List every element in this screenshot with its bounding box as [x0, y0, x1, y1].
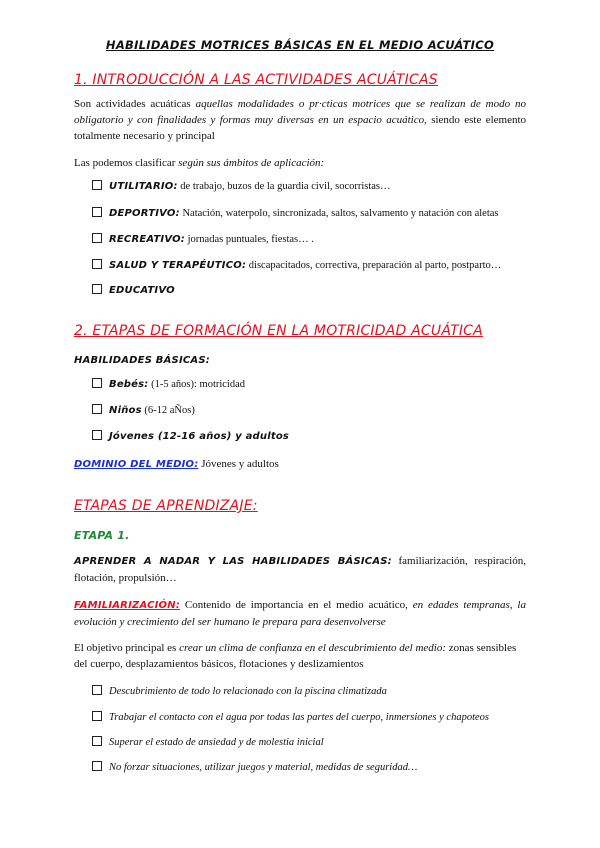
list-item-ninos: [92, 404, 195, 418]
checkbox-icon: [92, 233, 102, 243]
checkbox-icon: [92, 404, 102, 414]
section2-subheading: [74, 352, 526, 369]
item-text: Superar el estado de ansiedad y de molestia inicial: [109, 737, 324, 748]
checkbox-icon: [92, 284, 102, 294]
etapa-label: ETAPA 1.: [74, 529, 130, 542]
item-text: No forzar situaciones, utilizar juegos y material, medidas de seguridad…: [109, 762, 418, 773]
checkbox-icon: [92, 761, 102, 771]
list-item-deportivo: [92, 207, 499, 221]
item-label: Bebés:: [109, 379, 149, 390]
checkbox-icon: [92, 736, 102, 746]
dominio-label: DOMINIO DEL MEDIO:: [74, 459, 199, 470]
familiarizacion-paragraph: [74, 597, 526, 630]
item-label: UTILITARIO:: [109, 181, 178, 192]
item-label: RECREATIVO:: [109, 234, 185, 245]
objetivo-text-b: crear un clima de confianza en el descubrimiento del medio:: [179, 642, 446, 654]
list-item-ansiedad: [92, 736, 324, 750]
checkbox-icon: [92, 207, 102, 217]
objetivo-text-a: El objetivo principal es: [74, 642, 180, 654]
objetivo-text-c: zonas sensibles del cuerpo, desplazamientos básicos, flotaciones y deslizamientos: [74, 642, 517, 670]
aprender-label: APRENDER A NADAR Y LAS HABILIDADES BÁSICAS:: [74, 556, 392, 567]
checkbox-icon: [92, 685, 102, 695]
item-text: (1-5 años): motricidad: [148, 379, 246, 390]
item-label: Jóvenes (12-16 años) y adultos: [109, 431, 290, 442]
list-item-bebes: [92, 378, 245, 392]
etapa-heading: [74, 528, 526, 544]
intro-text-a: Son actividades acuáticas: [74, 98, 196, 110]
checkbox-icon: [92, 711, 102, 721]
intro-text-b: aquellas modalidades o pr·cticas motrices que se realizan de modo no obligatorio y con finalidades y formas muy diversas en un espacio acuático,: [74, 98, 526, 126]
item-text: (6-12 aÑos): [141, 405, 195, 416]
checkbox-icon: [92, 378, 102, 388]
item-label: Niños: [109, 405, 142, 416]
list-item-no-forzar: [92, 761, 417, 775]
list-item-descubrimiento: [92, 685, 387, 699]
checkbox-icon: [92, 259, 102, 269]
item-text: discapacitados, correctiva, preparación al parto, postparto…: [246, 260, 502, 271]
list-item-educativo: [92, 284, 175, 298]
list-item-utilitario: [92, 180, 391, 194]
section1-heading: 1. INTRODUCCIÓN A LAS ACTIVIDADES ACUÁTICAS: [74, 72, 438, 88]
checkbox-icon: [92, 430, 102, 440]
item-text: de trabajo, buzos de la guardia civil, socorristas…: [177, 181, 391, 192]
aprender-paragraph: [74, 553, 526, 586]
objetivo-paragraph: [74, 640, 526, 672]
list-item-recreativo: [92, 233, 314, 247]
familiarizacion-label: FAMILIARIZACIÓN:: [74, 600, 181, 611]
classify-text-a: Las podemos clasificar: [74, 157, 179, 169]
aprender-text: familiarización, respiración, flotación, propulsión…: [74, 555, 526, 584]
familiarizacion-text-b: en edades tempranas, la evolución y crecimiento del ser humano le prepara para desenvolverse: [74, 599, 526, 628]
list-item-jovenes: [92, 430, 289, 444]
list-item-salud: [92, 259, 501, 273]
item-label: SALUD Y TERAPÉUTICO:: [109, 260, 247, 271]
habilidades-basicas-label: HABILIDADES BÁSICAS:: [74, 355, 210, 366]
item-text: jornadas puntuales, fiestas… .: [185, 234, 314, 245]
section2-heading: 2. ETAPAS DE FORMACIÓN EN LA MOTRICIDAD ACUÁTICA: [74, 323, 483, 339]
classify-text-b: según sus ámbitos de aplicación:: [178, 157, 325, 169]
item-label: EDUCATIVO: [109, 285, 175, 296]
item-text: Trabajar el contacto con el agua por todas las partes del cuerpo, inmersiones y chapoteos: [109, 712, 490, 723]
list-item-contacto: [92, 711, 489, 725]
checkbox-icon: [92, 180, 102, 190]
dominio-text: Jóvenes y adultos: [198, 458, 279, 470]
document-title: HABILIDADES MOTRICES BÁSICAS EN EL MEDIO ACUÁTICO: [105, 38, 495, 52]
section1-classify: [74, 155, 526, 171]
item-label: DEPORTIVO:: [109, 208, 180, 219]
intro-text-c: siendo este elemento totalmente necesario y principal: [74, 114, 527, 142]
section3-heading: ETAPAS DE APRENDIZAJE:: [74, 498, 258, 514]
dominio-line: [74, 456, 526, 473]
familiarizacion-text-a: Contenido de importancia en el medio acuático,: [180, 599, 413, 611]
item-text: Descubrimiento de todo lo relacionado con la piscina climatizada: [109, 686, 387, 697]
item-text: Natación, waterpolo, sincronizada, saltos, salvamento y natación con aletas: [179, 208, 499, 219]
section1-intro: [74, 96, 526, 144]
